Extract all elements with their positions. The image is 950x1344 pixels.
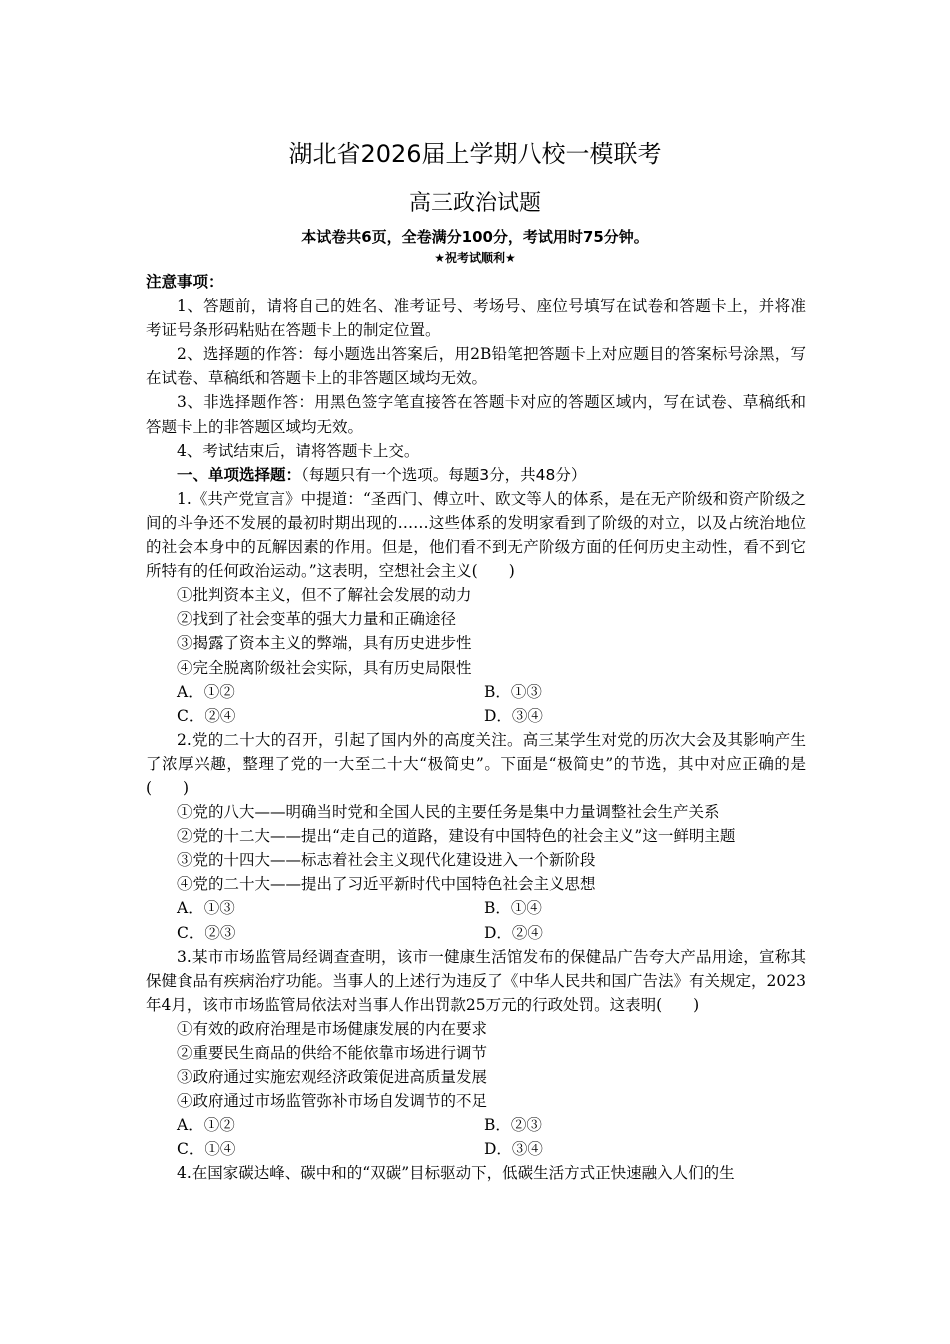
exam-subject: 高三政治试题: [408, 191, 541, 216]
statement-item: ②找到了社会变革的强大力量和正确途径: [177, 610, 457, 629]
section-heading: [146, 463, 806, 487]
option-c: C．②③: [177, 923, 236, 942]
option-c: C．①④: [177, 1140, 236, 1159]
exam-body: [146, 270, 806, 1186]
statement-item: ①批判资本主义，但不了解社会发展的动力: [177, 586, 472, 605]
statement-item: ④党的二十大——提出了习近平新时代中国特色社会主义思想: [177, 875, 596, 894]
question-stem: 2.党的二十大的召开，引起了国内外的高度关注。高三某学生对党的历次大会及其影响产生了浓厚兴趣，整理了党的一大至二十大“极简史”。下面是“极简史”的节选，其中对应正确的是( ): [146, 730, 806, 797]
statement-item: ③政府通过实施宏观经济政策促进高质量发展: [177, 1068, 488, 1087]
options-row: [146, 680, 806, 704]
options-row: [146, 1113, 806, 1137]
section-label: 一、单项选择题：: [177, 464, 302, 484]
option-c: C．②④: [177, 706, 236, 725]
option-a: A．①②: [177, 1116, 235, 1135]
statement-item: ④政府通过市场监管弥补市场自发调节的不足: [177, 1092, 488, 1111]
statement-item: ①党的八大——明确当时党和全国人民的主要任务是集中力量调整社会生产关系: [177, 803, 720, 822]
option-d: D．③④: [484, 1140, 543, 1159]
question-stem: 4.在国家碳达峰、碳中和的“双碳”目标驱动下，低碳生活方式正快速融入人们的生: [177, 1164, 735, 1183]
statement-item: ②党的十二大——提出“走自己的道路，建设有中国特色的社会主义”这一鲜明主题: [177, 827, 736, 846]
statement-item: ①有效的政府治理是市场健康发展的内在要求: [177, 1019, 488, 1038]
notice-item: 1、答题前，请将自己的姓名、准考证号、考场号、座位号填写在试卷和答题卡上，并将准考证号条形码粘贴在答题卡上的制定位置。: [146, 297, 806, 340]
option-b: B．①④: [484, 899, 542, 918]
option-d: D．③④: [484, 706, 543, 725]
notice-item: 2、选择题的作答：每小题选出答案后，用2B铅笔把答题卡上对应题目的答案标号涂黑，写在试卷、草稿纸和答题卡上的非答题区域均无效。: [146, 345, 806, 388]
section-note: （每题只有一个选项。每题3分，共48分）: [301, 465, 587, 484]
statement-item: ③党的十四大——标志着社会主义现代化建设进入一个新阶段: [177, 851, 596, 870]
statement-item: ④完全脱离阶级社会实际，具有历史局限性: [177, 658, 472, 677]
statement-item: ②重要民生商品的供给不能依靠市场进行调节: [177, 1044, 488, 1062]
option-b: B．①③: [484, 682, 542, 701]
question-stem: 1.《共产党宣言》中提道：“圣西门、傅立叶、欧文等人的体系，是在无产阶级和资产阶级之间的斗争还不发展的最初时期出现的……这些体系的发明家看到了阶级的对立，以及占统治地位的社会本身中的瓦解因素的作用。但是，他们看不到无产阶级方面的任何历史主动性，看不到它所特有的任何政治运动。”这表明，空想社会主义( ): [146, 489, 806, 581]
option-a: A．①②: [177, 682, 235, 701]
question-stem: 3.某市市场监管局经调查查明，该市一健康生活馆发布的保健品广告夸大产品用途，宣称其保健食品有疾病治疗功能。当事人的上述行为违反了《中华人民共和国广告法》有关规定，2023年4月，该市市场监管局依法对当事人作出罚款25万元的行政处罚。这表明( ): [146, 947, 806, 1014]
statement-item: ③揭露了资本主义的弊端，具有历史进步性: [177, 634, 472, 653]
exam-info: 本试卷共6页，全卷满分100分，考试用时75分钟。: [301, 228, 649, 246]
options-row: [146, 896, 806, 920]
option-d: D．②④: [484, 923, 543, 942]
notice-heading: 注意事项：: [146, 272, 224, 291]
options-row: [146, 1137, 806, 1161]
option-a: A．①③: [177, 899, 235, 918]
exam-title: 湖北省2026届上学期八校一模联考: [288, 140, 662, 168]
options-row: [146, 921, 806, 945]
options-row: [146, 704, 806, 728]
exam-wish: ★祝考试顺利★: [434, 251, 516, 265]
option-b: B．②③: [484, 1116, 542, 1135]
notice-item: 4、考试结束后，请将答题卡上交。: [177, 441, 420, 460]
notice-item: 3、非选择题作答：用黑色签字笔直接答在答题卡对应的答题区域内，写在试卷、草稿纸和答题卡上的非答题区域均无效。: [146, 393, 806, 436]
